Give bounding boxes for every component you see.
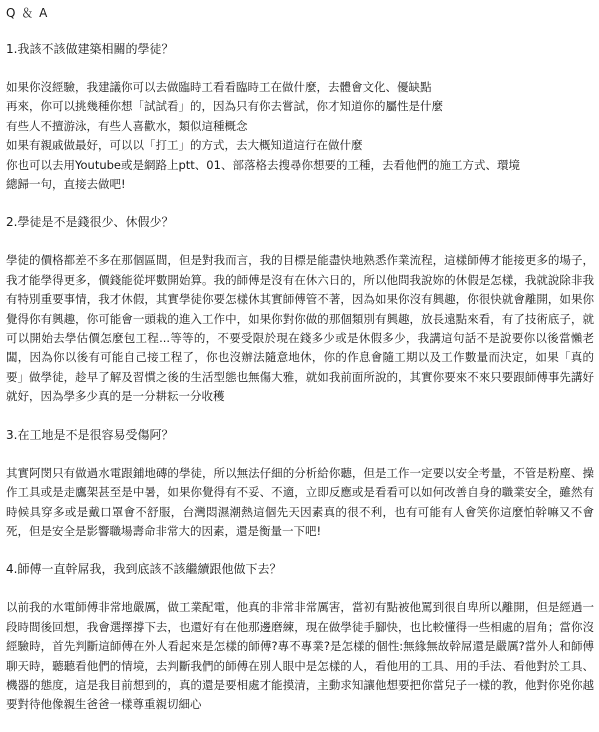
qa-section-3 (6, 426, 594, 542)
spacer (6, 59, 594, 78)
spacer (6, 407, 594, 426)
question-1: 1.我該不該做建築相關的學徒？ (6, 42, 174, 56)
answer-4: 以前我的水電師傅非常地嚴厲，做工業配電，他真的非常非常厲害，當初有點被他罵到很自卑所以離開，但是經過一段時間後回想，我會選擇撐下去，也還好有在他那邊磨練，現在做學徒手腳快，也比較懂得一些相處的眉角；當你沒經驗時，首先判斷這師傅在外人看起來是怎樣的師傅?專不專業?是怎樣的個性:無緣無故幹屌還是嚴厲?當外人和師傅聊天時，聽聽看他們的情境，去判斷我們的師傅在別人眼中是怎樣的人，看他用的工具、用的手法、看他對於工具、機器的態度，這是我目前想到的，真的還是要相處才能摸清，主動求知讓他想要把你當兒子一樣的教，他對你兇你越要對待他像親生爸爸一樣尊重親切細心 (6, 600, 594, 712)
question-3: 3.在工地是不是很容易受傷阿？ (6, 427, 174, 442)
page-heading: Q ＆ A (6, 6, 49, 20)
qa-section-1 (6, 40, 594, 194)
question-2: 2.學徒是不是錢很少、休假少？ (6, 215, 174, 230)
spacer (6, 194, 594, 213)
spacer (6, 579, 594, 598)
answer-1: 如果你沒經驗，我建議你可以去做臨時工看看臨時工在做什麼，去體會文化、優缺點 再來，你可以挑幾種你想「試試看」的，因為只有你去嘗試，你才知道你的屬性是什麼 有些人不擅游泳，有些人喜歡水，類似這種概念 如果有親戚做最好，可以以「打工」的方式，去大概知道這行在做什麼 你也可以去用Youtube或是網路上ptt、01、部落格去搜尋你想要的工種，去看他們的施工方式、環境 總歸一句，直接去做吧! (6, 80, 520, 192)
qa-section-4 (6, 560, 594, 714)
answer-2: 學徒的價格都差不多在那個區間，但是對我而言，我的目標是能盡快地熟悉作業流程，這樣師傅才能接更多的場子，我才能學得更多，價錢能從坪數開始算。我的師傅是沒有在休六日的，所以他問我說妳的休假是怎樣，我就說除非我有特別重要事情，我才休假，其實學徒你要怎樣休其實師傅管不著，因為如果你沒有興趣，你很快就會離開，如果你覺得你有興趣，你可能會一頭栽的進入工作中，如果你對你做的那個類別有興趣，放長遠點來看，有了技術底子，就可以開始去學估價怎麼包工程...等等的，不要受限於現在錢多少或是休假多少，我講這句話不是說要你以後當懶老闆，因為你以後有可能自己接工程了，你也沒辦法隨意地休，你的作息會隨工期以及工作數量而決定，如果「真的要」做學徒，趁早了解及習慣之後的生活型態也無傷大雅，就如我前面所說的，其實你要來不來只要跟師傅事先講好就好，因為學多少真的是一分耕耘一分收穫 (6, 253, 594, 404)
spacer (6, 541, 594, 560)
question-4: 4.師傅一直幹屌我，我到底該不該繼續跟他做下去？ (6, 562, 282, 577)
qa-section-2 (6, 213, 594, 406)
answer-3: 其實阿閔只有做過水電跟鋪地磚的學徒，所以無法仔細的分析給你聽，但是工作一定要以安全考量，不管是粉塵、操作工具或是走鷹架甚至是中暑，如果你覺得有不妥、不適，立即反應或是看看可以如何改善自身的職業安全，雖然有時候具穿多或是戴口罩會不舒服，台灣悶濕潮熱這個先天因素真的很不利，也有可能有人會笑你這麼怕幹嘛又不會死，但是安全是影響職場壽命非常大的因素，還是衡量一下吧! (6, 465, 594, 538)
spacer (6, 23, 594, 40)
spacer (6, 445, 594, 464)
spacer (6, 232, 594, 251)
qa-document (6, 0, 594, 715)
